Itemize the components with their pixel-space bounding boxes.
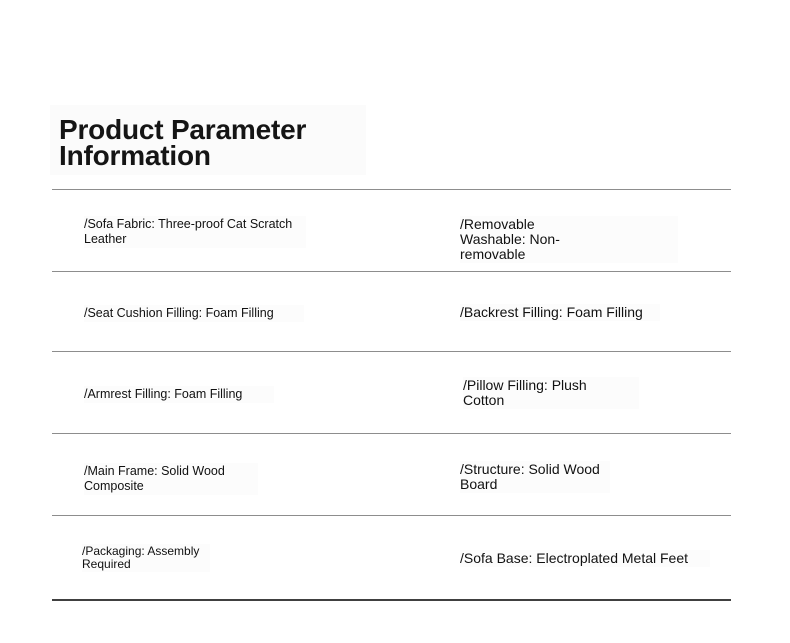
param-pillow-filling: /Pillow Filling: Plush Cotton <box>463 377 639 409</box>
divider <box>52 433 731 434</box>
page-title: Product Parameter Information <box>59 114 307 171</box>
param-main-frame: /Main Frame: Solid Wood Composite <box>84 463 258 495</box>
param-armrest-filling: /Armrest Filling: Foam Filling <box>84 386 274 403</box>
param-backrest-filling: /Backrest Filling: Foam Filling <box>460 304 660 321</box>
param-structure: /Structure: Solid Wood Board <box>460 461 610 493</box>
divider <box>52 515 731 516</box>
divider-bottom <box>52 599 731 601</box>
divider <box>52 271 731 272</box>
divider <box>52 351 731 352</box>
param-packaging: /Packaging: Assembly Required <box>82 544 210 572</box>
param-sofa-fabric: /Sofa Fabric: Three-proof Cat Scratch Leather <box>84 216 306 248</box>
divider <box>52 189 731 190</box>
param-removable-washable: /Removable Washable: Non-removable <box>460 216 678 263</box>
title-block <box>50 105 366 175</box>
param-sofa-base: /Sofa Base: Electroplated Metal Feet <box>460 550 710 567</box>
param-seat-cushion-filling: /Seat Cushion Filling: Foam Filling <box>84 305 304 322</box>
